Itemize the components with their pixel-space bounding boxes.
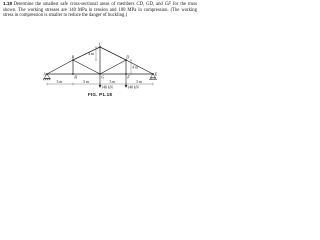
member-gd: GD (146, 2, 153, 7)
member-de (126, 60, 153, 74)
truss-figure (0, 0, 200, 99)
node-label-b: B (71, 54, 75, 60)
node-label-c: C (98, 41, 102, 47)
span-label-4: 3 m (136, 80, 142, 85)
node-label-f: F (127, 74, 130, 80)
separator-2: , and (152, 2, 165, 7)
height-label-right: 4 m (132, 65, 139, 70)
joint-d (125, 59, 127, 61)
node-label-a: A (43, 71, 46, 77)
span-label-1: 3 m (56, 80, 63, 85)
node-label-h: H (74, 74, 78, 80)
member-gf: GF (164, 2, 171, 7)
member-gd (100, 60, 126, 74)
problem-number: 1.18 (3, 1, 13, 6)
truss-members (47, 47, 153, 74)
load-label-2: 140 kN (127, 85, 139, 90)
member-cd (100, 47, 126, 60)
problem-text-2: for the truss shown. The working stresses are 140 MPa in tension and 100 MPa in compression. (The working stress in compression is smaller to reduce the danger of buckling.) (3, 2, 197, 19)
load-label-1: 140 kN (101, 85, 113, 90)
span-label-2: 3 m (83, 80, 89, 85)
node-label-d: D (126, 54, 130, 60)
member-cd: CD (136, 2, 143, 7)
span-label-3: 3 m (109, 80, 116, 85)
problem-text-1: Determine the smallest safe cross-sectional areas of members (13, 2, 137, 7)
member-ab (47, 60, 73, 74)
figure-caption: FIG. P1.18 (87, 91, 113, 97)
joint-c (99, 46, 101, 48)
node-label-e: E (154, 71, 158, 77)
node-label-g: G (101, 74, 105, 80)
joint-b (72, 59, 74, 61)
separator-1: , (142, 2, 147, 7)
height-label-left: 4 m (88, 52, 95, 56)
member-bg (73, 60, 100, 74)
